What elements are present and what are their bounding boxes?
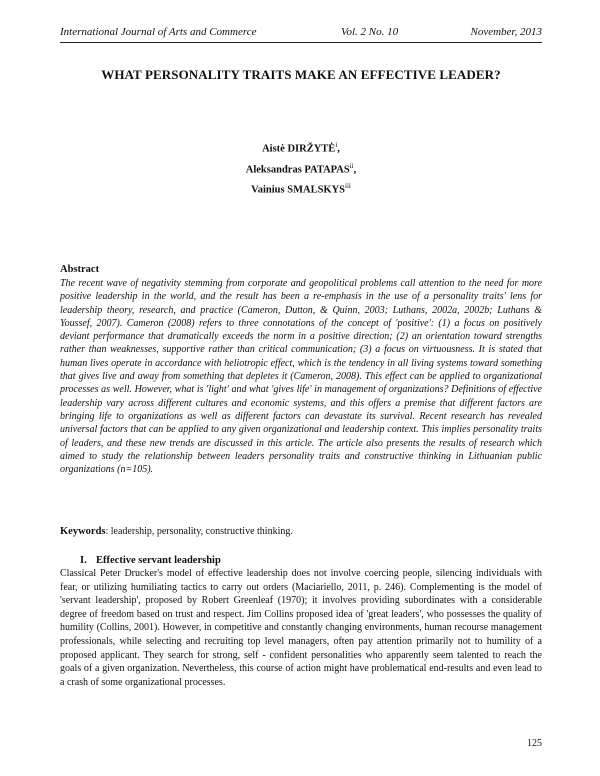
journal-name: International Journal of Arts and Commerce xyxy=(60,26,257,38)
author-name: Aistė DIRŽYTĖ xyxy=(262,143,336,155)
author-affiliation-mark: iii xyxy=(345,182,351,190)
section-number: I. xyxy=(80,555,87,566)
keywords-text: : leadership, personality, constructive thinking. xyxy=(105,526,293,537)
page-number: 125 xyxy=(527,738,542,749)
section-body-text: Classical Peter Drucker's model of effective leadership does not involve coercing people, silencing individuals with fear, or utilizing humiliating tactics to carry out orders (Maciariello, 2011, p. 246). Complementing is the model of 'servant leadership', proposed by Robert Greenleaf (1970); it involves providing subordinates with a considerable degree of freedom based on trust and respect. Jim Collins proposed idea of 'great leaders', who possesses the quality of humility (Collins, 2001). However, in competitive and constantly changing environments, human recourse management professionals, while selecting and recruiting top level managers, often pay attention primarily not to humility of a proposed applicant. They search for strong, self - confident personalities who apparently seem talented to reach the goals of a given organization. Nevertheless, this course of action might have problematical end-results and even lead to a crash of some organizational processes. xyxy=(60,568,542,688)
abstract-heading: Abstract xyxy=(60,264,100,275)
author-entry xyxy=(60,178,542,199)
author-affiliation-mark: i xyxy=(335,141,338,149)
author-affiliation-mark: ii xyxy=(349,161,354,170)
abstract-text: The recent wave of negativity stemming from corporate and geopolitical problems call attention to the need for more positive leadership in the world, and the result has been a re-emphasis in the use of a personality traits' lens for leadership theory, research, and practice (Cameron, Dutton, & Quinn, 2003; Luthans, 2002a, 2002b; Luthans & Youssef, 2007). Cameron (2008) refers to three connotations of the concept of 'positive': (1) a focus on positively deviant performance that dramatically exceeds the norm in a positive direction; (2) an orientation toward strengths rather than weaknesses, supportive rather than critical communication; (3) a focus on virtuousness. It is stated that human lives operate in accordance with heliotropic effect, which is the tendency in all living systems toward something that gives live and away from something that depletes it (Cameron, 2008). This effect can be applied to organizational processes as well. However, what is 'light' and what 'gives life' in management of organizations? Definitions of effective leadership vary across different cultures and economic systems, and this offers a premise that different factors are bringing life to organizations as well as different factors can devastate its survival. Recent research has revealed universal factors that can be applied to any given organizational and leadership context. This implies personality traits of leaders, and these new trends are discussed in this article. The article also presents the results of research which aimed to study the relationship between leaders personality traits and constructive thinking in Lithuanian public organizations (n=105). xyxy=(60,278,542,476)
issue-date: November, 2013 xyxy=(470,26,542,38)
running-header xyxy=(60,26,542,43)
author-entry: Aleksandras PATAPAS$^{ii}$, xyxy=(245,161,357,175)
volume-number: Vol. 2 No. 10 xyxy=(341,26,399,38)
keywords-line xyxy=(60,526,542,537)
section-heading xyxy=(80,555,221,566)
author-name: Vainius SMALSKYS xyxy=(251,184,345,196)
author-list xyxy=(60,137,542,199)
author-name: Aleksandras PATAPAS xyxy=(245,164,350,175)
keywords-label: Keywords xyxy=(60,526,106,537)
section-title: Effective servant leadership xyxy=(96,555,221,566)
author-entry: Aistė DIRŽYTĖ$^i$, xyxy=(262,141,340,155)
paper-title: WHAT PERSONALITY TRAITS MAKE AN EFFECTIVE LEADER? xyxy=(101,67,501,82)
